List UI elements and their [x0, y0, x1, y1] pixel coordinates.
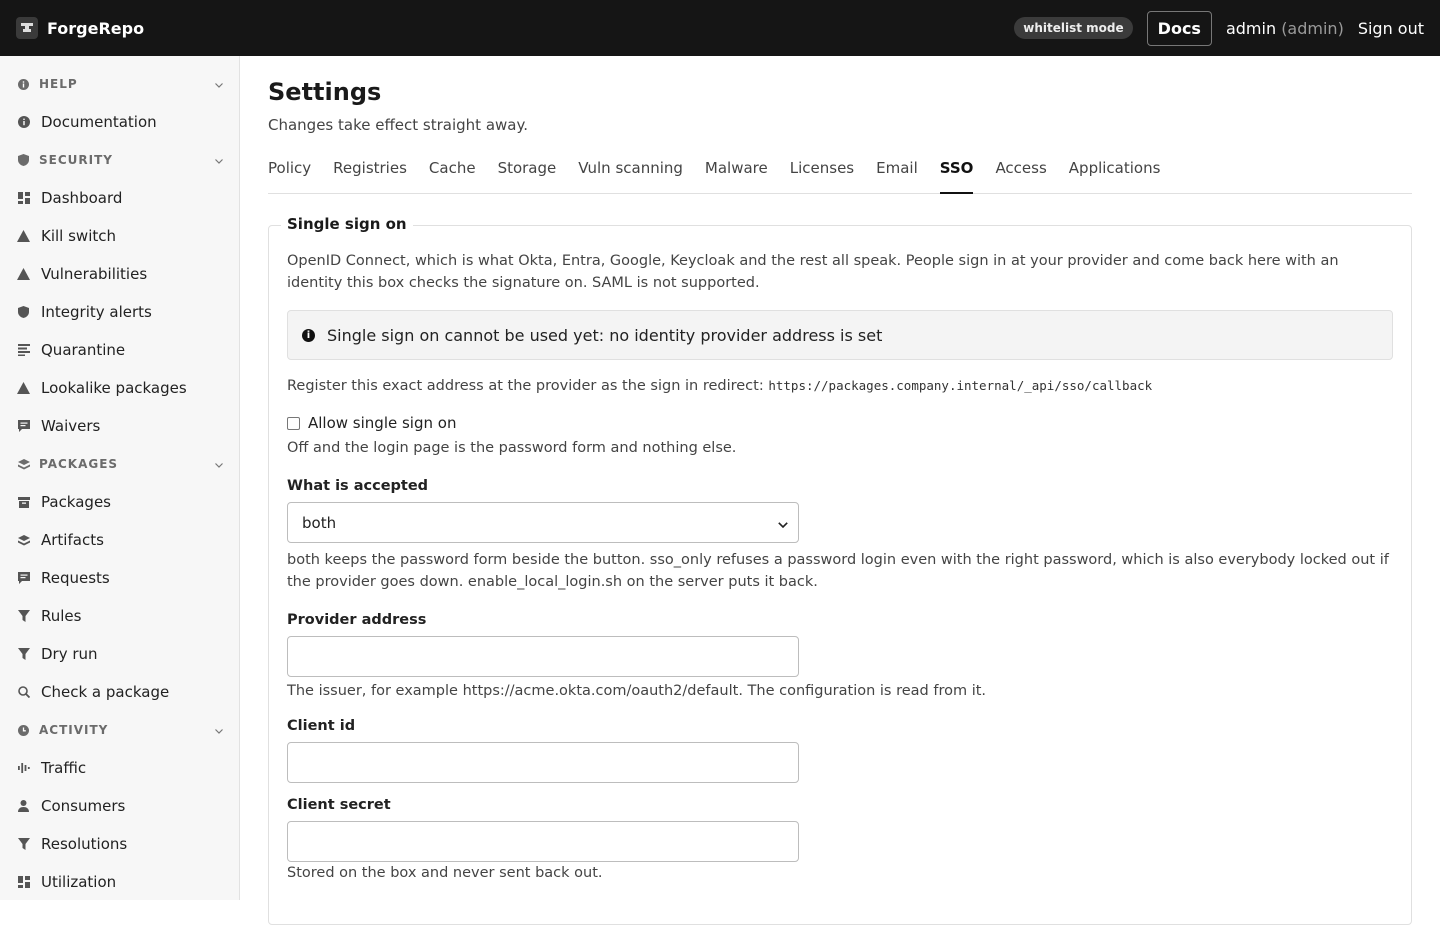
info-icon [17, 78, 30, 91]
sidebar-item-documentation[interactable] [0, 103, 239, 141]
provider-help: The issuer, for example https://acme.okta.com/oauth2/default. The configuration is read from it. [287, 683, 987, 699]
sidebar-item-label: Quarantine [41, 341, 126, 359]
tab-sso[interactable]: SSO [940, 157, 974, 194]
sidebar-item-label: Integrity alerts [41, 303, 152, 321]
sidebar-item-label: Waivers [41, 417, 101, 435]
layers-icon [17, 458, 30, 471]
allow-sso-checkbox[interactable] [287, 417, 300, 430]
tab-vuln-scanning[interactable]: Vuln scanning [578, 159, 683, 177]
tab-email[interactable]: Email [876, 159, 918, 177]
user-info [1226, 19, 1344, 38]
info-icon [17, 116, 30, 129]
dashboard-icon [17, 876, 30, 889]
sidebar-section-label: HELP [39, 77, 78, 91]
filter-icon [17, 838, 30, 851]
sidebar-section-packages[interactable] [0, 445, 239, 483]
sign-out-link[interactable]: Sign out [1357, 18, 1424, 38]
sidebar-section-label: SECURITY [39, 153, 113, 167]
sidebar-section-security[interactable] [0, 141, 239, 179]
brand-name: ForgeRepo [47, 18, 145, 38]
sidebar-item-label: Lookalike packages [41, 379, 187, 397]
sidebar-item-label: Documentation [41, 113, 157, 131]
sidebar-item-kill-switch[interactable] [0, 217, 239, 255]
sidebar-section-label: ACTIVITY [39, 723, 109, 737]
shield-icon [17, 154, 30, 167]
provider-label: Provider address [287, 612, 427, 628]
redirect-note [287, 378, 1393, 394]
layers-icon [17, 534, 30, 547]
tab-policy[interactable]: Policy [268, 159, 312, 177]
sidebar-item-rules[interactable] [0, 597, 239, 635]
sidebar-item-integrity-alerts[interactable] [0, 293, 239, 331]
message-icon [17, 420, 30, 433]
settings-tabs [268, 157, 1412, 194]
list-icon [17, 344, 30, 357]
warning-icon [17, 268, 30, 281]
sidebar-item-packages[interactable] [0, 483, 239, 521]
page-title: Settings [268, 78, 382, 106]
sidebar-item-artifacts[interactable] [0, 521, 239, 559]
client-secret-help: Stored on the box and never sent back out. [287, 865, 603, 881]
accepted-help: both keeps the password form beside the button. sso_only refuses a password login even with the right password, which is also everybody locked out if the provider goes down. enable_local_login.sh on the server puts it back. [287, 552, 1389, 590]
sidebar-item-resolutions[interactable] [0, 825, 239, 863]
sso-intro: OpenID Connect, which is what Okta, Entra, Google, Keycloak and the rest all speak. People sign in at your provider and come back here with an identity this box checks the signature on. SAML is not supported. [287, 253, 1339, 291]
sidebar-item-check-a-package[interactable] [0, 673, 239, 711]
allow-sso-label[interactable]: Allow single sign on [308, 414, 457, 432]
filter-icon [17, 610, 30, 623]
chevron-down-icon [778, 514, 788, 532]
tab-applications[interactable]: Applications [1068, 159, 1161, 177]
clock-icon [17, 724, 30, 737]
client-secret-label: Client secret [287, 797, 391, 813]
chevron-down-icon [215, 153, 223, 167]
sidebar-item-label: Consumers [41, 797, 126, 815]
user-icon [17, 800, 30, 813]
sidebar-item-label: Kill switch [41, 227, 116, 245]
allow-sso-help: Off and the login page is the password form and nothing else. [287, 440, 737, 456]
accepted-label: What is accepted [287, 478, 429, 494]
sidebar-section-activity[interactable] [0, 711, 239, 749]
sidebar-item-lookalike-packages[interactable] [0, 369, 239, 407]
allow-sso-row [287, 414, 1393, 432]
sso-panel [268, 215, 1412, 925]
tab-registries[interactable]: Registries [333, 159, 407, 177]
warning-icon [17, 382, 30, 395]
docs-button[interactable]: Docs [1147, 11, 1212, 46]
box-icon [17, 496, 30, 509]
chevron-down-icon [215, 457, 223, 471]
top-bar [0, 0, 1440, 56]
page-subtitle: Changes take effect straight away. [268, 116, 528, 134]
sidebar-item-label: Rules [41, 607, 82, 625]
tab-cache[interactable]: Cache [428, 159, 476, 177]
chevron-down-icon [215, 77, 223, 91]
activity-bars-icon [17, 762, 30, 775]
anvil-logo-icon [16, 17, 38, 39]
sso-alert [287, 310, 1393, 360]
sidebar-item-quarantine[interactable] [0, 331, 239, 369]
sidebar-item-label: Dry run [41, 645, 98, 663]
redirect-url: https://packages.company.internal/_api/sso/callback [768, 378, 1153, 393]
tab-storage[interactable]: Storage [497, 159, 557, 177]
sidebar-item-waivers[interactable] [0, 407, 239, 445]
sidebar-item-vulnerabilities[interactable] [0, 255, 239, 293]
sidebar-item-label: Traffic [41, 759, 87, 777]
warning-icon [17, 230, 30, 243]
sidebar-item-label: Packages [41, 493, 111, 511]
sidebar-item-label: Requests [41, 569, 110, 587]
mode-badge: whitelist mode [1014, 17, 1132, 39]
tab-access[interactable]: Access [995, 159, 1047, 177]
accepted-select[interactable] [287, 502, 799, 543]
redirect-label: Register this exact address at the provider as the sign in redirect: [287, 378, 764, 394]
sidebar-item-utilization[interactable] [0, 863, 239, 900]
sidebar-item-requests[interactable] [0, 559, 239, 597]
sidebar-item-label: Artifacts [41, 531, 104, 549]
info-icon: i [302, 329, 315, 342]
message-icon [17, 572, 30, 585]
sidebar-item-dry-run[interactable] [0, 635, 239, 673]
sidebar [0, 56, 240, 900]
client-id-label: Client id [287, 718, 356, 734]
brand[interactable] [16, 17, 144, 39]
client-secret-input[interactable] [287, 821, 799, 862]
dashboard-icon [17, 192, 30, 205]
chevron-down-icon [215, 723, 223, 737]
sidebar-item-traffic[interactable] [0, 749, 239, 787]
user-name: admin [1225, 18, 1277, 38]
client-id-input[interactable] [287, 742, 799, 783]
search-icon [17, 686, 30, 699]
shield-icon [17, 306, 30, 319]
sidebar-section-label: PACKAGES [39, 457, 119, 471]
sidebar-item-dashboard[interactable] [0, 179, 239, 217]
sidebar-item-label: Dashboard [41, 189, 123, 207]
tab-malware[interactable]: Malware [704, 159, 768, 177]
tab-licenses[interactable]: Licenses [789, 159, 855, 177]
user-role: (admin) [1281, 18, 1344, 38]
accepted-select-value: both [302, 513, 337, 532]
sidebar-item-label: Vulnerabilities [41, 265, 148, 283]
sidebar-item-consumers[interactable] [0, 787, 239, 825]
sidebar-section-help[interactable] [0, 65, 239, 103]
sidebar-item-label: Check a package [41, 683, 170, 701]
provider-address-input[interactable] [287, 636, 799, 677]
main-content [268, 56, 1412, 925]
sidebar-item-label: Resolutions [41, 835, 128, 853]
sso-legend: Single sign on [281, 215, 413, 233]
sidebar-item-label: Utilization [41, 873, 117, 891]
filter-icon [17, 648, 30, 661]
alert-text: Single sign on cannot be used yet: no identity provider address is set [327, 325, 883, 345]
